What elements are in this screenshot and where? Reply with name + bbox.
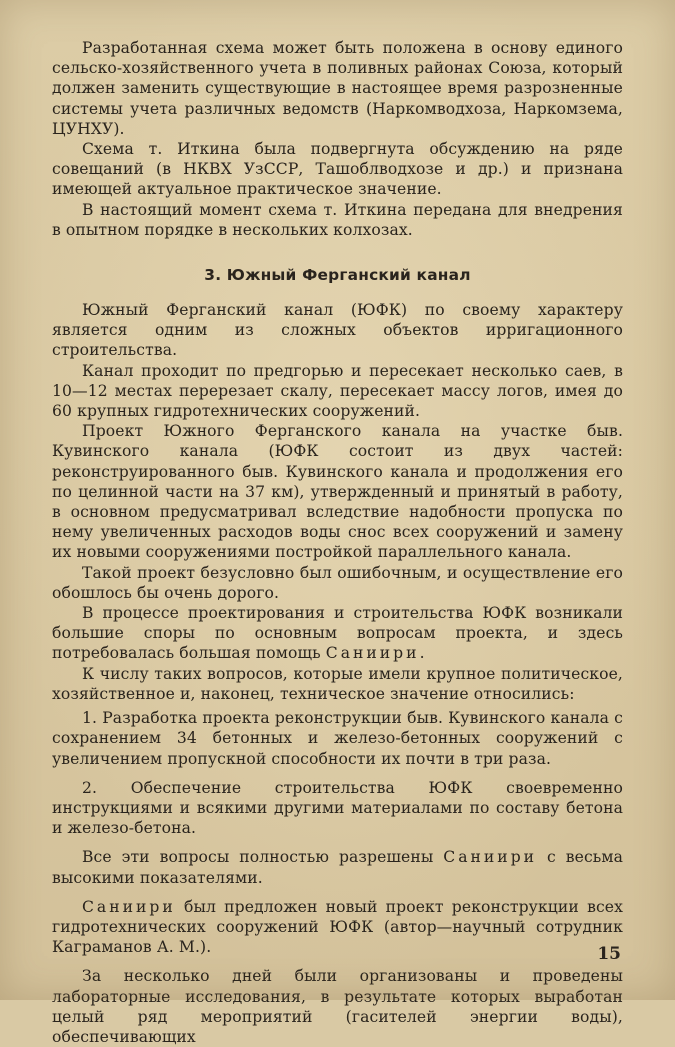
proposal-text: был предложен новый проект реконструкции всех гидротехнических сооружений ЮФК (автор—научный сотрудник Каграманов А. М.). [52,897,623,957]
list-item-reconstruction: 1. Разработка проекта реконструкции быв. Кувинского канала с сохранением 34 бетонных и железо-бетонных сооружений с увеличением пропускной способности их почти в три раза. [52,709,623,768]
paragraph-unified-accounting: Разработанная схема может быть положена в основу единого сельско-хозяйственного учета в поливных районах Союза, который должен заменить существующие в настоящее время разрозненные системы учета различных ведомств (Наркомводхоза, Наркомзема, ЦУНХУ). [52,39,623,138]
paragraph-canal-intro: Южный Ферганский канал (ЮФК) по своему характеру является одним из сложных объектов ирригационного строительства. [52,301,623,360]
disputes-end: . [419,644,425,663]
paragraph-project-error: Такой проект безусловно был ошибочным, и осуществление его обошлось бы очень дорого. [52,563,623,602]
resolved-end: с весьма высокими показателями. [52,848,623,887]
resolved-text: Все эти вопросы полностью разрешены [82,848,444,867]
paragraph-disputes [52,603,623,664]
saniiri-name: Саниири [325,644,420,663]
paragraph-questions: К числу таких вопросов, которые имели крупное политическое, хозяйственное и, наконец, техническое значение относились: [52,664,623,703]
paragraph-project-description: Проект Южного Ферганского канала на участке быв. Кувинского канала (ЮФК состоит из двух частей: реконструированного быв. Кувинского канала и продолжения его по целинной части на 37 км), утвержденный и принятый в работу, в основном предусматривал вследствие надобности пропуска по нему увеличенных расходов воды снос всех сооружений и замену их новыми сооружениями постройкой параллельного канала. [52,422,623,562]
paragraph-resolved [52,847,623,887]
saniiri-name: Саниири [443,848,538,867]
list-item-instructions: 2. Обеспечение строительства ЮФК своевременно инструкциями и всякими другими материалами по составу бетона и железо-бетона. [52,778,623,838]
paragraph-itkin-discussion: Схема т. Иткина была подвергнута обсуждению на ряде совещаний (в НКВХ УзССР, Ташоблводхозе и др.) и признана имеющей актуальное практическое значение. [52,140,623,199]
paragraph-itkin-implementation: В настоящий момент схема т. Иткина передана для внедрения в опытном порядке в нескольких колхозах. [52,200,623,239]
paragraph-canal-route: Канал проходит по предгорью и пересекает несколько саев, в 10—12 местах перерезает скалу, пересекает массу логов, имея до 60 крупных гидротехнических сооружений. [52,361,623,421]
paragraph-new-proposal [52,897,623,958]
paragraph-lab-research: За несколько дней были организованы и проведены лабораторные исследования, в результате которых выработан целый ряд мероприятий (гасителей энергии воды), обеспечивающих [52,967,623,1046]
page-number: 15 [597,944,621,964]
disputes-text: В процессе проектирования и строительства ЮФК возникали большие споры по основным вопросам проекта, и здесь потребовалась большая помощь [52,604,623,663]
saniiri-name: Саниири [82,897,176,916]
section-heading: 3. Южный Ферганский канал [204,266,471,285]
